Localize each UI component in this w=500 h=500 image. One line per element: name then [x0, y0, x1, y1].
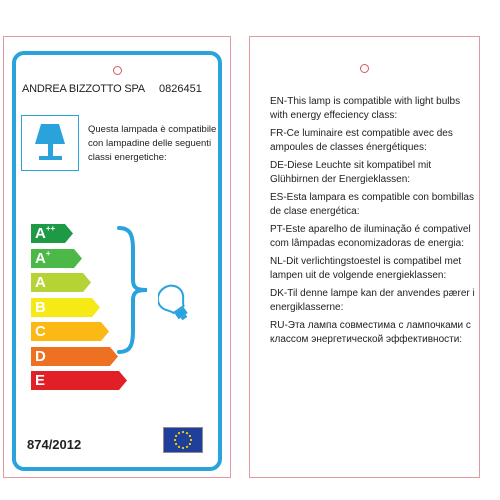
language-list: [270, 95, 478, 351]
energy-class-a: [31, 273, 91, 292]
energy-class-letter: A++: [35, 224, 56, 242]
lang-text-de: DE-Diese Leuchte sit kompatibel mit Glühbirnen der Energieklassen:: [270, 160, 432, 185]
energy-class-b: [31, 298, 100, 317]
lang-text-dk: DK-Til denne lampe kan der anvendes pærer i energiklasserne:: [270, 288, 475, 313]
lang-text-en: EN-This lamp is compatible with light bulbs with energy effeciency class:: [270, 96, 461, 121]
energy-class-letter: D: [35, 347, 46, 365]
energy-class-e: [31, 371, 127, 390]
lang-text-pt: PT-Este aparelho de iluminação é compativel com lâmpadas economizadoras de energia:: [270, 224, 471, 249]
energy-class-letter: A+: [35, 248, 51, 267]
company-name: ANDREA BIZZOTTO SPA: [22, 83, 145, 95]
energy-class-letter: A: [35, 274, 46, 291]
hang-hole: [360, 64, 369, 73]
table-lamp-icon: [21, 115, 79, 171]
energy-class-d: [31, 347, 118, 366]
product-code: 0826451: [159, 83, 202, 95]
regulation-number: 874/2012: [27, 437, 82, 452]
light-bulb-icon: [158, 283, 192, 325]
lang-text-ru: RU-Эта лампа совместима с лампочками с классом энергетической эффективности:: [270, 320, 471, 345]
lang-text-nl: NL-Dit verlichtingstoestel is compatibel met lampen uit de volgende energieklassen:: [270, 256, 462, 281]
energy-class-ap: [31, 249, 82, 268]
eu-flag-icon: [163, 427, 203, 453]
lang-text-fr: FR-Ce luminaire est compatible avec des ampoules de classes énergétiques:: [270, 128, 453, 153]
energy-class-letter: C: [35, 323, 46, 340]
bracket-icon: [115, 226, 155, 354]
compatibility-text: Questa lampada è compatibile con lampadine delle seguenti classi energetiche:: [88, 124, 217, 163]
energy-class-letter: B: [35, 298, 46, 316]
energy-class-app: [31, 224, 73, 243]
energy-class-c: [31, 322, 109, 341]
lang-text-es: ES-Esta lampara es compatible con bombillas de clase energética:: [270, 192, 474, 217]
energy-class-letter: E: [35, 372, 46, 389]
